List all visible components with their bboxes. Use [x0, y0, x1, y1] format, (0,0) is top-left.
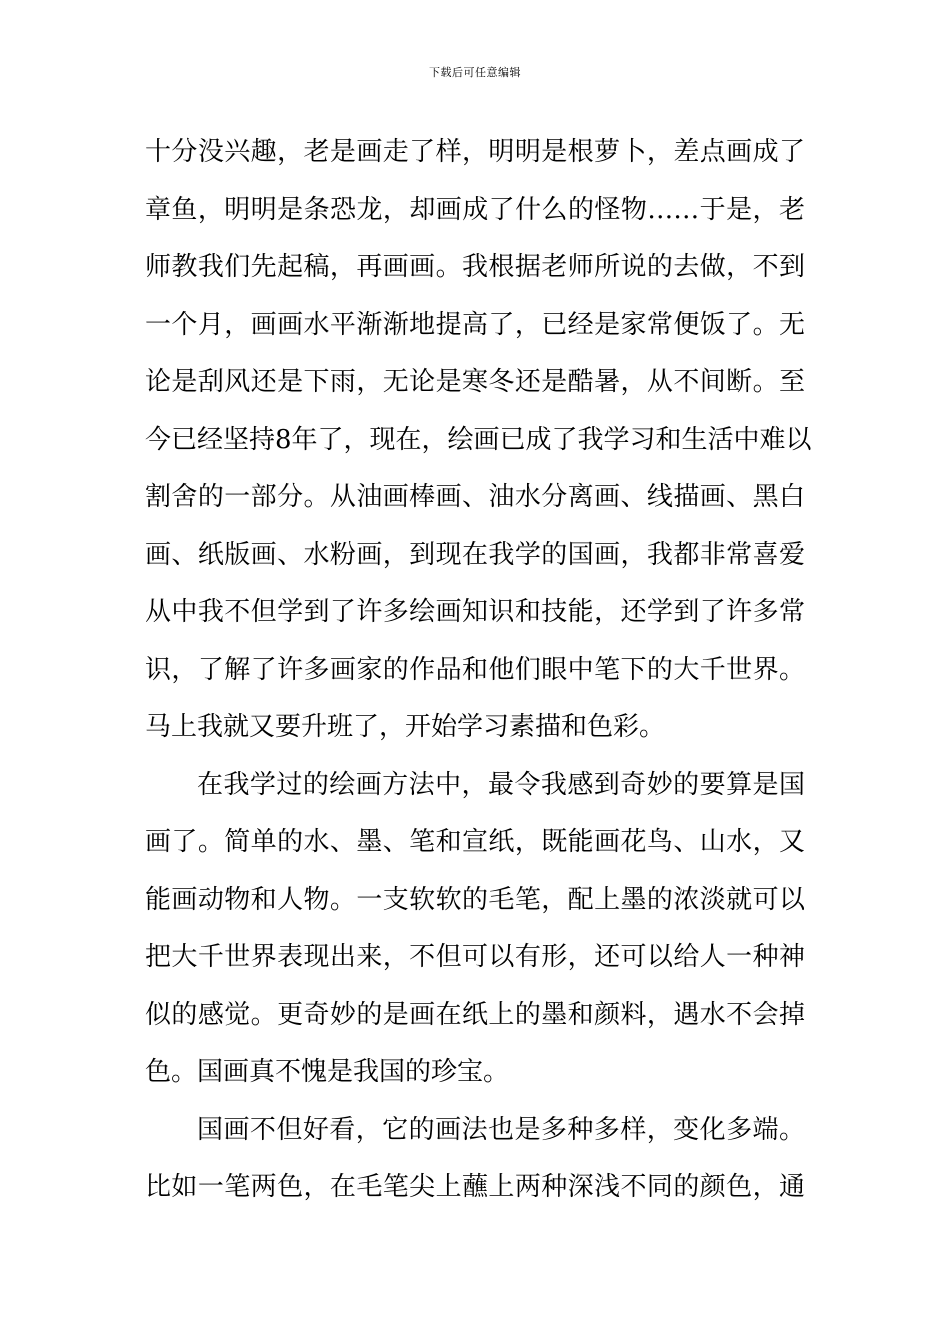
- text-line: 十分没兴趣，老是画走了样，明明是根萝卜，差点画成了: [145, 137, 805, 167]
- text-line: 比如一笔两色，在毛笔尖上蘸上两种深浅不同的颜色，通: [145, 1172, 805, 1202]
- text-line: 国画不但好看，它的画法也是多种多样，变化多端。: [197, 1114, 805, 1145]
- text-line: 把大千世界表现出来，不但可以有形，还可以给人一种神: [145, 942, 805, 972]
- page-header: 下载后可任意编辑: [429, 66, 521, 79]
- text-line: 一个月，画画水平渐渐地提高了，已经是家常便饭了。无: [145, 309, 805, 340]
- text-line: 识，了解了许多画家的作品和他们眼中笔下的大千世界。: [145, 654, 805, 685]
- text-line: 割舍的一部分。从油画棒画、油水分离画、线描画、黑白: [145, 482, 805, 512]
- text-line: 从中我不但学到了许多绘画知识和技能，还学到了许多常: [145, 597, 805, 627]
- text-line: 师教我们先起稿，再画画。我根据老师所说的去做，不到: [145, 252, 805, 282]
- text-line: 色。国画真不愧是我国的珍宝。: [145, 1057, 510, 1087]
- text-line: 能画动物和人物。一支软软的毛笔，配上墨的浓淡就可以: [145, 884, 805, 915]
- text-line: 今已经坚持8年了，现在，绘画已成了我学习和生活中难以: [145, 424, 812, 455]
- text-line: 画了。简单的水、墨、笔和宣纸，既能画花鸟、山水，又: [145, 827, 805, 857]
- text-line: 论是刮风还是下雨，无论是寒冬还是酷暑，从不间断。至: [145, 367, 805, 397]
- text-line: 画、纸版画、水粉画，到现在我学的国画，我都非常喜爱: [145, 539, 805, 570]
- text-line: 马上我就又要升班了，开始学习素描和色彩。: [145, 712, 666, 742]
- document-body: [145, 130, 812, 1223]
- text-line: 在我学过的绘画方法中，最令我感到奇妙的要算是国: [197, 769, 805, 800]
- text-line: 似的感觉。更奇妙的是画在纸上的墨和颜料，遇水不会掉: [145, 999, 805, 1030]
- text-line: 章鱼，明明是条恐龙，却画成了什么的怪物……于是，老: [145, 194, 805, 225]
